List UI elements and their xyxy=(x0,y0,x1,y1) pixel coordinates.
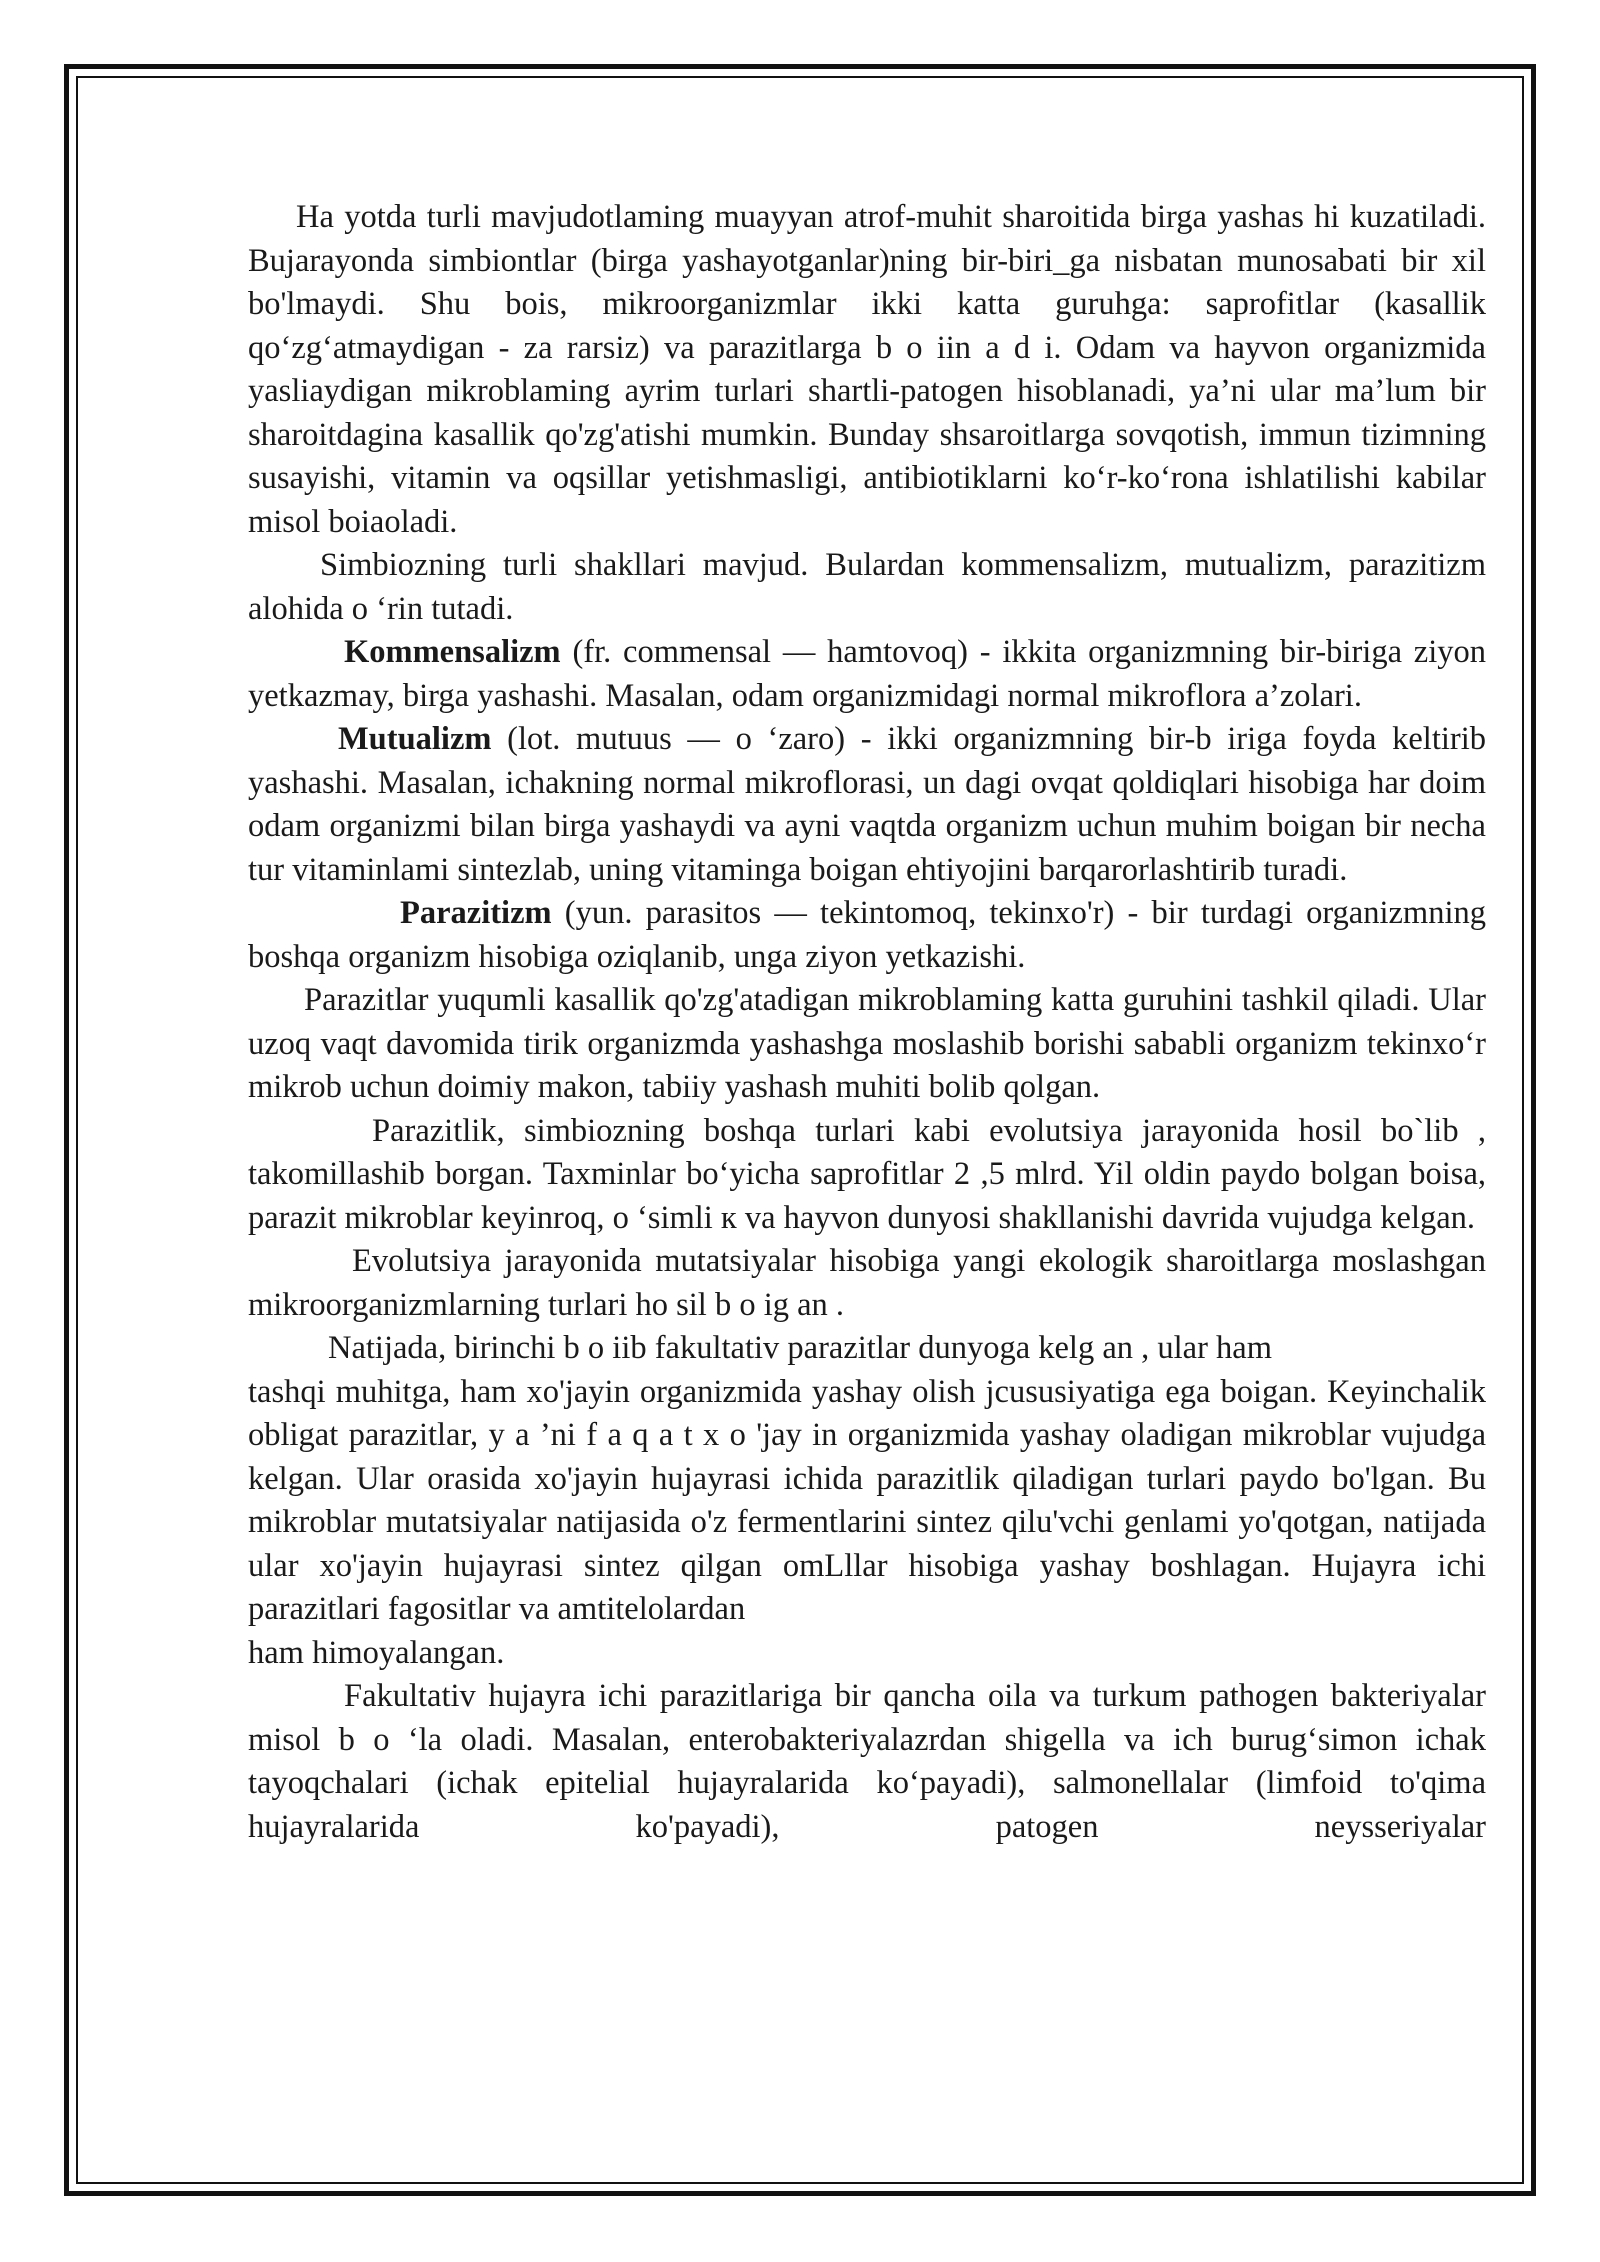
definition-parasitism: (yun. parasitos — tekintomoq, tekinxo'r) - bir turdagi organizmning boshqa organizm hisobiga oziqlanib, unga ziyon yetkazishi. xyxy=(248,895,1486,975)
document-body xyxy=(248,196,1486,1849)
paragraph-result-line1: Natijada, birinchi b o iib fakultativ parazitlar dunyoga kelg an , ular ham xyxy=(328,1330,1272,1366)
definition-commensalism: (fr. commensal — hamtovoq) - ikkita organizmning bir-biriga ziyon yetkazmay, birga yashashi. Masalan, odam organizmidagi normal mikroflora a’zolari. xyxy=(248,634,1486,714)
term-parasitism: Parazitizm xyxy=(400,895,552,931)
paragraph-symbiosis-intro: Ha yotda turli mavjudotlaming muayyan atrof-muhit sharoitida birga yashas hi kuzatiladi. Bujarayonda simbiontlar (birga yashayotganlar)ning bir-biri_ga nisbatan munosabati bir xil bo'lmaydi. Shu bois, mikroorganizmlar ikki katta guruhga: saprofitlar (kasallik qo‘zg‘atmaydigan - za rarsiz) va parazitlarga b o iin a d i. Odam va hayvon organizmida yasliaydigan mikroblaming ayrim turlari shartli-patogen hisoblanadi, ya’ni ular ma’lum bir sharoitdagina kasallik qo'zg'atishi mumkin. Bunday shsaroitlarga sovqotish, immun tizimning susayishi, vitamin va oqsillar yetishmasligi, antibiotiklarni ko‘r-ko‘rona ishlatilishi kabilar misol boiaoladi. xyxy=(248,199,1486,540)
paragraph-mutualism xyxy=(248,718,1486,892)
paragraph-commensalism xyxy=(248,631,1486,718)
term-mutualism: Mutualizm xyxy=(338,721,492,757)
paragraph-symbiosis-forms: Simbiozning turli shakllari mavjud. Bulardan kommensalizm, mutualizm, parazitizm alohida o ‘rin tutadi. xyxy=(248,547,1486,627)
paragraph-mutations: Evolutsiya jarayonida mutatsiyalar hisobiga yangi ekologik sharoitlarga moslashgan mikroorganizmlarning turlari ho sil b o ig an . xyxy=(248,1243,1486,1323)
paragraph-facultative: Fakultativ hujayra ichi parazitlariga bir qancha oila va turkum pathogen bakteriyalar misol b o ‘la oladi. Masalan, enterobakteriyalazrdan shigella va ich burug‘simon ichak tayoqchalari (ichak epitelial hujayralarida ko‘payadi), salmonellalar (limfoid to'qima hujayralarida ko'payadi), patogen neysseriyalar xyxy=(248,1678,1486,1845)
paragraph-parasitism xyxy=(248,892,1486,979)
term-commensalism: Kommensalizm xyxy=(344,634,561,670)
paragraph-result: tashqi muhitga, ham xo'jayin organizmida yashay olish jcususiyatiga ega boigan. Keyinchalik obligat parazitlar, y a ’ni f a q a t x o 'jay in organizmida yashay oladigan mikroblar vujudga kelgan. Ular orasida xo'jayin hujayrasi ichida parazitlik qiladigan turlari paydo bo'lgan. Bu mikroblar mutatsiyalar natijasida o'z fermentlarini sintez qilu'vchi genlami yo'qotgan, natijada ular xo'jayin hujayrasi sintez qilgan omLllar hisobiga yashay boshlagan. Hujayra ichi parazitlari fagositlar va amtitelolardan xyxy=(248,1373,1486,1627)
paragraph-parasitism-evolution: Parazitlik, simbiozning boshqa turlari kabi evolutsiya jarayonida hosil bo`lib , takomillashib borgan. Taxminlar bo‘yicha saprofitlar 2 ,5 mlrd. Yil oldin paydo bolgan boisa, parazit mikroblar keyinroq, o ‘simli к va hayvon dunyosi shakllanishi davrida vujudga kelgan. xyxy=(248,1112,1486,1236)
paragraph-result-tail: ham himoyalangan. xyxy=(248,1634,505,1671)
paragraph-parasites: Parazitlar yuqumli kasallik qo'zg'atadigan mikroblaming katta guruhini tashkil qiladi. Ular uzoq vaqt davomida tirik organizmda yashashga moslashib borishi sababli organizm tekinxo‘r mikrob uchun doimiy makon, tabiiy yashash muhiti bolib qolgan. xyxy=(248,982,1486,1105)
definition-mutualism: (lot. mutuus — o ‘zaro) - ikki organizmning bir-b iriga foyda keltirib yashashi. Masalan, ichakning normal mikroflorasi, un dagi ovqat qoldiqlari hisobiga har doim odam organizmi bilan birga yashaydi va ayni vaqtda organizm uchun muhim boigan bir necha tur vitaminlami sintezlab, uning vitaminga boigan ehtiyojini barqarorlashtirib turadi. xyxy=(248,721,1486,888)
